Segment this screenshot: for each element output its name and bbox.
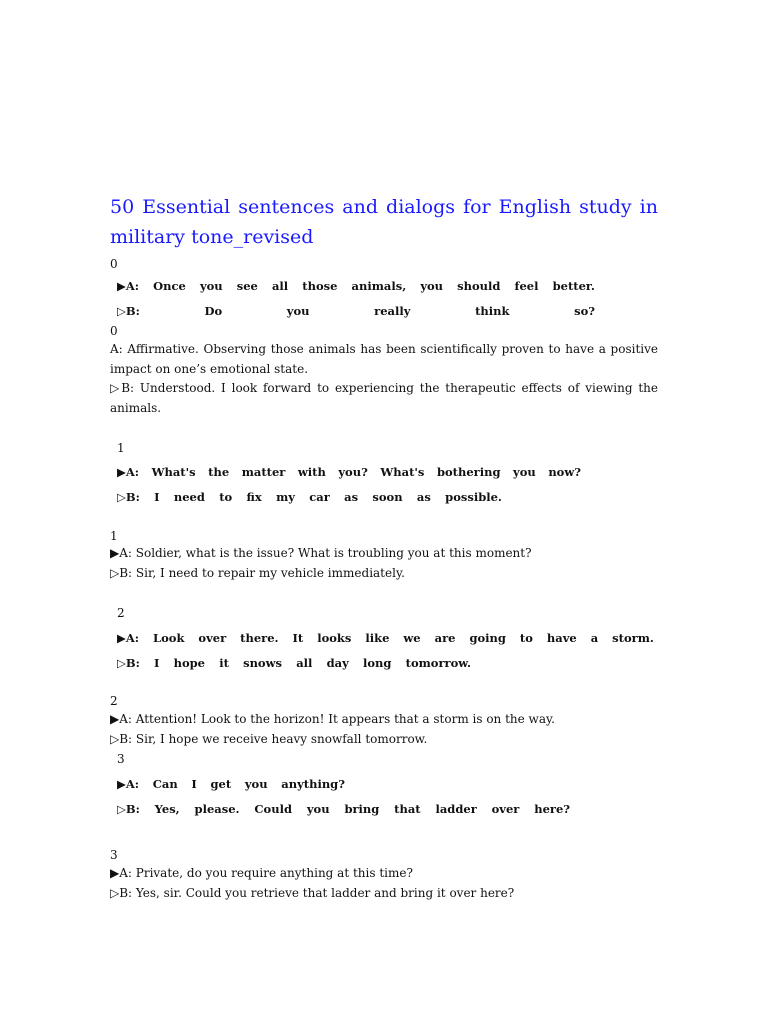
dialog-word: to — [219, 490, 233, 504]
speaker-a-line — [117, 462, 581, 482]
dialog-word: ▶A: — [117, 777, 140, 791]
dialog-word: here? — [534, 802, 570, 816]
dialog-word: ▷B: — [117, 490, 140, 504]
revised-dialog — [110, 340, 658, 418]
dialog-word: Can — [152, 777, 178, 791]
dialog-word: you? — [338, 465, 368, 479]
dialog-word: you — [513, 465, 536, 479]
dialog-word: think — [475, 304, 510, 318]
dialog-word: ▶A: — [117, 465, 140, 479]
dialog-word: the — [208, 465, 230, 479]
revised-speaker-b-line: ▷B: Understood. I look forward to experiencing the therapeutic effects of viewing the animals. — [110, 381, 658, 415]
revised-dialog-number: 2 — [110, 694, 118, 708]
revised-speaker-b-line: ▷B: Sir, I hope we receive heavy snowfall tomorrow. — [110, 731, 428, 746]
dialog-word: ▷B: — [117, 802, 140, 816]
speaker-a-line — [117, 276, 595, 296]
dialog-word: my — [276, 490, 295, 504]
original-dialog-number: 0 — [110, 257, 118, 271]
dialog-word: bring — [344, 802, 380, 816]
dialog-word: you — [286, 304, 310, 318]
dialog-word: need — [173, 490, 205, 504]
dialog-word: that — [394, 802, 421, 816]
revised-speaker-b-line: ▷B: Sir, I need to repair my vehicle immediately. — [110, 565, 405, 580]
dialog-word: What's — [151, 465, 196, 479]
dialog-word: Could — [254, 802, 292, 816]
original-dialog — [117, 462, 581, 507]
dialog-word: with — [297, 465, 326, 479]
revised-speaker-a-line: ▶A: Attention! Look to the horizon! It appears that a storm is on the way. — [110, 712, 555, 726]
dialog-word: long — [362, 656, 392, 670]
dialog-word: I — [154, 656, 160, 670]
dialog-word: as — [416, 490, 431, 504]
dialog-word: better. — [552, 279, 595, 293]
dialog-word: anything? — [281, 777, 345, 791]
revised-dialog — [110, 864, 658, 903]
dialog-word: animals, — [351, 279, 407, 293]
dialog-word: all — [271, 279, 289, 293]
revised-dialog-number: 1 — [110, 529, 118, 543]
dialog-word: it — [219, 656, 229, 670]
original-dialog-number: 1 — [117, 441, 125, 455]
speaker-b-line — [117, 799, 570, 819]
revised-speaker-b-line: ▷B: Yes, sir. Could you retrieve that ladder and bring it over here? — [110, 885, 515, 900]
speaker-b-line — [117, 487, 502, 507]
dialog-word: soon — [372, 490, 403, 504]
dialog-word: ▶A: — [117, 279, 140, 293]
original-dialog — [117, 276, 595, 321]
revised-dialog — [110, 544, 658, 583]
dialog-word: you — [244, 777, 268, 791]
original-dialog-number: 2 — [117, 606, 125, 620]
dialog-word: you — [420, 279, 444, 293]
dialog-word: Yes, — [154, 802, 180, 816]
dialog-word: snows — [243, 656, 282, 670]
revised-speaker-a-line: ▶A: Soldier, what is the issue? What is troubling you at this moment? — [110, 546, 532, 560]
dialog-word: Do — [204, 304, 223, 318]
speaker-a-line: ▶A: Look over there. It looks like we are going to have a storm. — [117, 631, 654, 645]
dialog-word: get — [210, 777, 232, 791]
dialog-word: those — [302, 279, 338, 293]
original-dialog-number: 3 — [117, 752, 125, 766]
dialog-word: ladder — [435, 802, 477, 816]
dialog-word: please. — [194, 802, 240, 816]
dialog-word: ▷B: — [117, 304, 140, 318]
dialog-word: now? — [548, 465, 581, 479]
revised-dialog — [110, 710, 658, 749]
revised-speaker-a-line: A: Affirmative. Observing those animals has been scientifically proven to have a positive impact on one’s emotional state. — [110, 342, 658, 376]
speaker-a-line — [117, 774, 345, 794]
dialog-word: so? — [574, 304, 595, 318]
dialog-word: I — [154, 490, 160, 504]
dialog-word: as — [344, 490, 359, 504]
dialog-word: you — [306, 802, 330, 816]
revised-dialog-number: 3 — [110, 848, 118, 862]
dialog-word: see — [236, 279, 258, 293]
revised-speaker-a-line: ▶A: Private, do you require anything at this time? — [110, 866, 413, 880]
dialog-word: should — [457, 279, 501, 293]
dialog-word: all — [296, 656, 313, 670]
dialog-word: possible. — [445, 490, 502, 504]
dialog-word: really — [374, 304, 411, 318]
dialog-word: over — [491, 802, 520, 816]
dialog-word: car — [309, 490, 330, 504]
dialog-word: tomorrow. — [405, 656, 471, 670]
speaker-b-line — [117, 301, 595, 321]
dialog-word: matter — [241, 465, 286, 479]
original-dialog — [117, 774, 570, 819]
dialog-word: I — [191, 777, 197, 791]
speaker-b-line — [117, 653, 471, 673]
dialog-word: feel — [514, 279, 539, 293]
dialog-word: What's — [380, 465, 425, 479]
original-dialog — [117, 628, 659, 673]
dialog-word: Once — [153, 279, 186, 293]
dialog-word: bothering — [436, 465, 501, 479]
dialog-word: day — [326, 656, 349, 670]
document-title: 50 Essential sentences and dialogs for English study in military tone_revised — [110, 196, 658, 248]
dialog-word: hope — [173, 656, 205, 670]
dialog-word: ▷B: — [117, 656, 140, 670]
dialog-word: fix — [246, 490, 262, 504]
revised-dialog-number: 0 — [110, 324, 118, 338]
dialog-word: you — [199, 279, 223, 293]
